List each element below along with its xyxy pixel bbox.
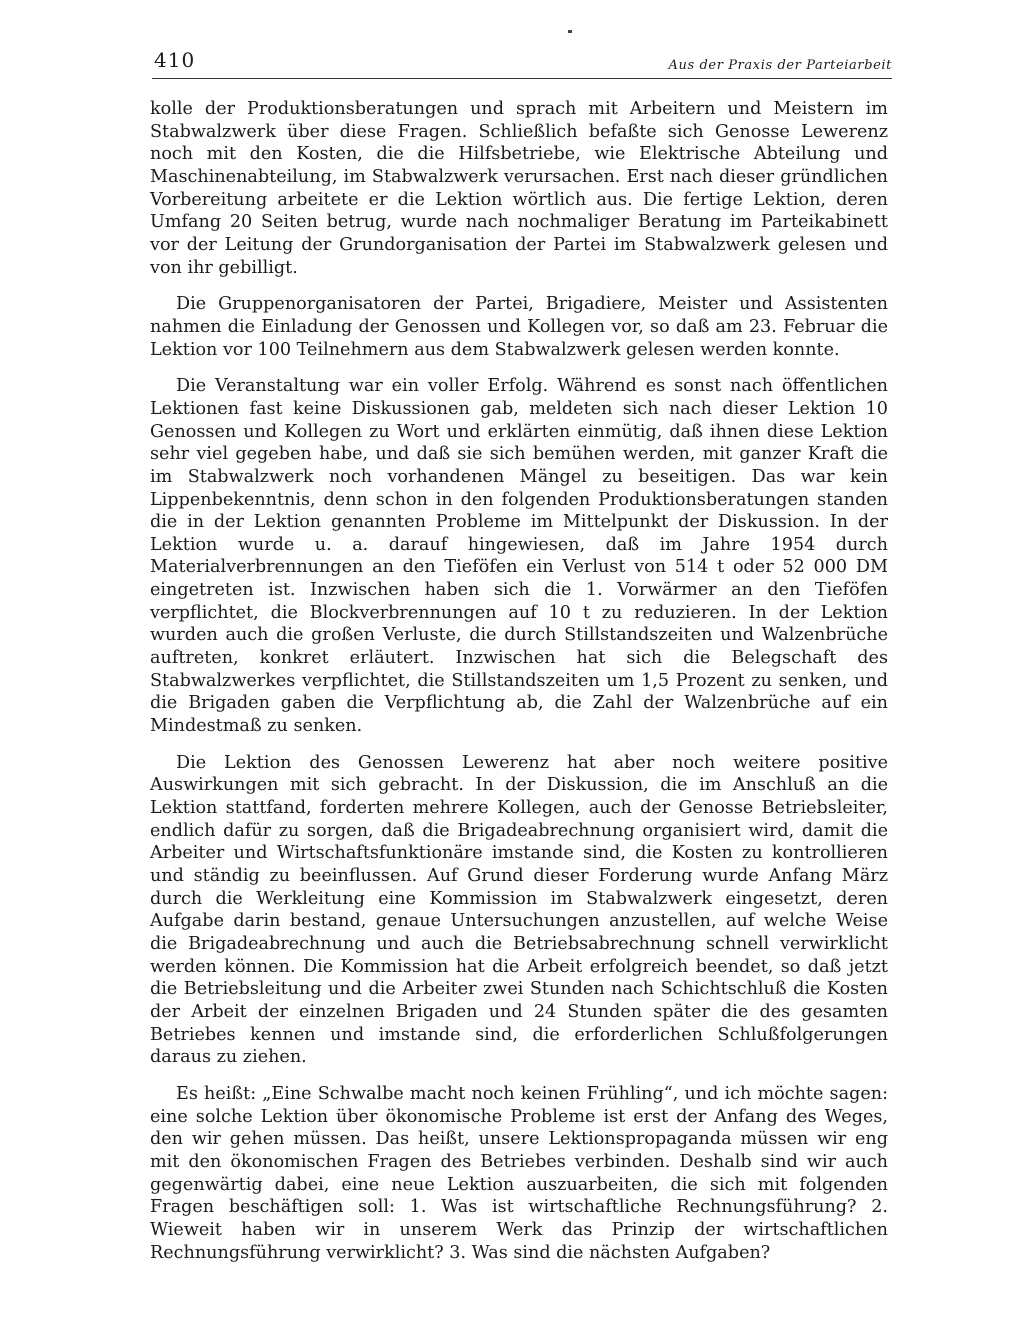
body-text: [150, 98, 888, 1278]
paragraph-continuation: kolle der Produktionsberatungen und sprach mit Arbeitern und Meistern im Stabwalzwerk über diese Fragen. Schließlich befaßte sich Genosse Lewerenz noch mit den Kosten, die die Hilfsbetriebe, wie Elektrische Abteilung und Maschinenabteilung, im Stabwalzwerk verursachen. Erst nach dieser gründlichen Vorbereitung arbeitete er die Lektion wörtlich aus. Die fertige Lektion, deren Umfang 20 Seiten betrug, wurde nach nochmaliger Beratung im Parteikabinett vor der Leitung der Grundorganisation der Partei im Stabwalzwerk gelesen und von ihr gebilligt.: [150, 99, 888, 278]
header-rule: [152, 78, 892, 79]
paragraph-invitation: Die Gruppenorganisatoren der Partei, Brigadiere, Meister und Assistenten nahmen die Einladung der Genossen und Kollegen vor, so daß am 23. Februar die Lektion vor 100 Teilnehmern aus dem Stabwalzwerk gelesen werden konnte.: [150, 294, 888, 360]
paragraph-effects: Die Lektion des Genossen Lewerenz hat aber noch weitere positive Auswirkungen mit sich gebracht. In der Diskussion, die im Anschluß an die Lektion stattfand, forderten mehrere Kollegen, auch der Genosse Betriebsleiter, endlich dafür zu sorgen, daß die Brigadeabrechnung organisiert wird, damit die Arbeiter und Wirtschaftsfunktionäre imstande sind, die Kosten zu kontrollieren und ständig zu beeinflussen. Auf Grund dieser Forderung wurde Anfang März durch die Werkleitung eine Kommission im Stabwalzwerk eingesetzt, deren Aufgabe darin bestand, genaue Untersuchungen anzustellen, auf welche Weise die Brigadeabrechnung und auch die Betriebsabrechnung schnell verwirklicht werden können. Die Kommission hat die Arbeit erfolgreich beendet, so daß jetzt die Betriebsleitung und die Arbeiter zwei Stunden nach Schichtschluß die Kosten der Arbeit der einzelnen Brigaden und 24 Stunden später die des gesamten Betriebes kennen und imstande sind, die erforderlichen Schlußfolgerungen daraus zu ziehen.: [150, 752, 888, 1068]
paragraph-outlook: Es heißt: „Eine Schwalbe macht noch keinen Frühling“, und ich möchte sagen: eine solche Lektion über ökonomische Probleme ist erst der Anfang des Weges, den wir gehen müssen. Das heißt, unsere Lektionspropaganda müssen wir eng mit den ökonomischen Fragen des Betriebes verbinden. Deshalb sind wir auch gegenwärtig dabei, eine neue Lektion auszuarbeiten, die sich mit folgenden Fragen beschäftigen soll: 1. Was ist wirtschaftliche Rechnungsführung? 2. Wieweit haben wir in unserem Werk das Prinzip der wirtschaftlichen Rechnungsführung verwirklicht? 3. Was sind die nächsten Aufgaben?: [150, 1083, 888, 1263]
paragraph-success: Die Veranstaltung war ein voller Erfolg. Während es sonst nach öffentlichen Lektionen fast keine Diskussionen gab, meldeten sich nach dieser Lektion 10 Genossen und Kollegen zu Wort und erklärten einmütig, daß ihnen diese Lektion sehr viel gegeben habe, und daß sie sich bemühen werden, mit ganzer Kraft die im Stabwalzwerk noch vorhandenen Mängel zu beseitigen. Das war kein Lippenbekenntnis, denn schon in den folgenden Produktionsberatungen standen die in der Lektion genannten Probleme im Mittelpunkt der Diskussion. In der Lektion wurde u. a. darauf hingewiesen, daß im Jahre 1954 durch Materialverbrennungen an den Tieföfen ein Verlust von 514 t oder 52 000 DM eingetreten ist. Inzwischen haben sich die 1. Vorwärmer an den Tieföfen verpflichtet, die Blockverbrennungen auf 10 t zu reduzieren. In der Lektion wurden auch die großen Verluste, die durch Stillstandszeiten und Walzenbrüche auftreten, konkret erläutert. Inzwischen hat sich die Belegschaft des Stabwalzwerkes verpflichtet, die Stillstandszeiten um 1,5 Prozent zu senken, und die Brigaden gaben die Verpflichtung ab, die Zahl der Walzenbrüche auf ein Mindestmaß zu senken.: [150, 376, 888, 737]
page-number: 410: [154, 48, 196, 72]
ink-speck: [568, 30, 572, 33]
running-head: Aus der Praxis der Parteiarbeit: [668, 58, 892, 73]
